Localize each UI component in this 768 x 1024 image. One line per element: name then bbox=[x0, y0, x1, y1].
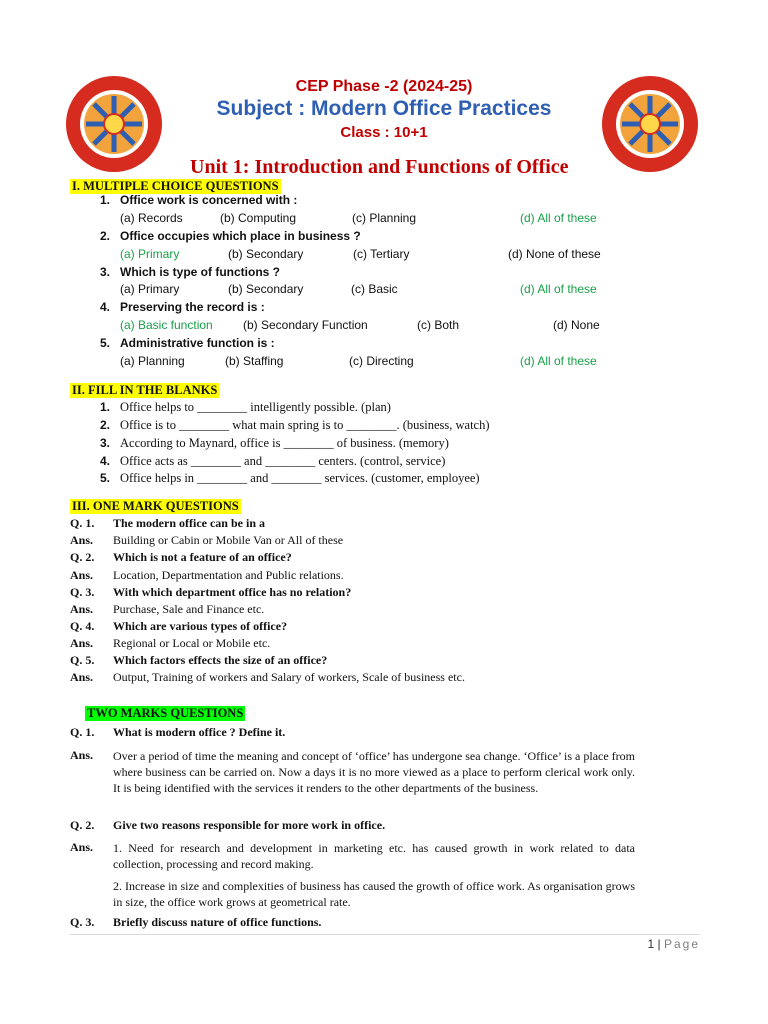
mcq-option: (d) None of these bbox=[508, 247, 601, 261]
subject-title: Subject : Modern Office Practices bbox=[216, 97, 552, 120]
mcq-option: (d) None bbox=[553, 318, 600, 332]
page-footer: 1 | Page bbox=[647, 937, 700, 951]
question-label: Q. 4. bbox=[70, 619, 95, 633]
answer-text: Building or Cabin or Mobile Van or All of these bbox=[113, 533, 344, 547]
page-word: Page bbox=[663, 937, 700, 951]
answer-label: Ans. bbox=[70, 748, 94, 762]
section-mcq-title: I. MULTIPLE CHOICE QUESTIONS bbox=[72, 179, 279, 193]
mcq-question-3: 3. Which is type of functions ? bbox=[100, 265, 280, 279]
fill-item: 2. Office is to ________ what main spring is to ________. (business, watch) bbox=[100, 418, 490, 432]
mcq-option-answer: (a) Basic function bbox=[120, 318, 213, 332]
answer-paragraph: 1. Need for research and development in marketing etc. has caused growth in work related to data collection, processing and record making. bbox=[113, 841, 635, 871]
question-text: Which factors effects the size of an office? bbox=[113, 653, 328, 667]
mcq-option-answer: (d) All of these bbox=[520, 282, 597, 296]
page-number: 1 bbox=[647, 937, 655, 951]
answer-label: Ans. bbox=[70, 670, 94, 684]
question-text: What is modern office ? Define it. bbox=[113, 725, 286, 739]
question-label: Q. 1. bbox=[70, 725, 95, 739]
class-title: Class : 10+1 bbox=[340, 124, 428, 141]
mcq-option: (b) Secondary bbox=[228, 247, 304, 261]
question-label: Q. 2. bbox=[70, 818, 95, 832]
mcq-option-answer: (a) Primary bbox=[120, 247, 180, 261]
section-one-mark-title: III. ONE MARK QUESTIONS bbox=[72, 499, 239, 513]
question-text: With which department office has no relation? bbox=[113, 585, 352, 599]
fill-item: 3. According to Maynard, office is ________ of business. (memory) bbox=[100, 436, 449, 450]
mcq-question-5: 5. Administrative function is : bbox=[100, 336, 275, 350]
answer-text: Output, Training of workers and Salary of workers, Scale of business etc. bbox=[113, 670, 465, 684]
answer-text: Regional or Local or Mobile etc. bbox=[113, 636, 271, 650]
mcq-option: (b) Secondary bbox=[228, 282, 304, 296]
mcq-option: (c) Directing bbox=[349, 354, 414, 368]
mcq-option-answer: (d) All of these bbox=[520, 354, 597, 368]
fill-item: 1. Office helps to ________ intelligently possible. (plan) bbox=[100, 400, 391, 414]
question-text: Which are various types of office? bbox=[113, 619, 288, 633]
question-text: Which is not a feature of an office? bbox=[113, 550, 292, 564]
fill-item: 5. Office helps in ________ and ________ services. (customer, employee) bbox=[100, 471, 480, 485]
fill-item: 4. Office acts as ________ and ________ centers. (control, service) bbox=[100, 454, 446, 468]
mcq-option: (c) Both bbox=[417, 318, 460, 332]
answer-label: Ans. bbox=[70, 602, 94, 616]
answer-label: Ans. bbox=[70, 840, 94, 854]
question-label: Q. 1. bbox=[70, 516, 95, 530]
mcq-option: (c) Planning bbox=[352, 211, 417, 225]
section-fill-title: II. FILL IN THE BLANKS bbox=[72, 383, 218, 397]
mcq-option: (b) Computing bbox=[220, 211, 297, 225]
answer-paragraph: 2. Increase in size and complexities of business has caused the growth of office work. As organisation grows in size, the office work grows at geometrical rate. bbox=[113, 879, 635, 909]
phase-title: CEP Phase -2 (2024-25) bbox=[295, 78, 473, 95]
question-text: Briefly discuss nature of office functions. bbox=[113, 915, 322, 929]
mcq-option: (a) Records bbox=[120, 211, 183, 225]
mcq-option: (c) Tertiary bbox=[353, 247, 410, 261]
question-label: Q. 5. bbox=[70, 653, 95, 667]
answer-label: Ans. bbox=[70, 533, 94, 547]
question-label: Q. 2. bbox=[70, 550, 95, 564]
answer-label: Ans. bbox=[70, 568, 94, 582]
question-text: The modern office can be in a bbox=[113, 516, 265, 530]
answer-text: Purchase, Sale and Finance etc. bbox=[113, 602, 265, 616]
footer-divider bbox=[70, 934, 700, 935]
answer-text: Location, Departmentation and Public relations. bbox=[113, 568, 344, 582]
unit-title: Unit 1: Introduction and Functions of Office bbox=[190, 156, 569, 178]
answer-paragraph: Over a period of time the meaning and concept of ‘office’ has undergone sea change. ‘Office’ is a place from where business can be carried on. Now a days it is no more viewed as a place to perform clerical work only. It is being identified with the services it renders to the other departments of the business. bbox=[113, 749, 635, 795]
answer-label: Ans. bbox=[70, 636, 94, 650]
question-label: Q. 3. bbox=[70, 585, 95, 599]
mcq-option: (a) Primary bbox=[120, 282, 180, 296]
mcq-option: (c) Basic bbox=[351, 282, 398, 296]
question-label: Q. 3. bbox=[70, 915, 95, 929]
mcq-option: (b) Secondary Function bbox=[243, 318, 368, 332]
mcq-question-2: 2. Office occupies which place in business ? bbox=[100, 229, 361, 243]
section-two-marks-title: TWO MARKS QUESTIONS bbox=[87, 706, 244, 720]
mcq-option-answer: (d) All of these bbox=[520, 211, 597, 225]
question-text: Give two reasons responsible for more work in office. bbox=[113, 818, 386, 832]
mcq-question-1: 1. Office work is concerned with : bbox=[100, 193, 298, 207]
mcq-option: (b) Staffing bbox=[225, 354, 284, 368]
mcq-option: (a) Planning bbox=[120, 354, 185, 368]
mcq-question-4: 4. Preserving the record is : bbox=[100, 300, 265, 314]
